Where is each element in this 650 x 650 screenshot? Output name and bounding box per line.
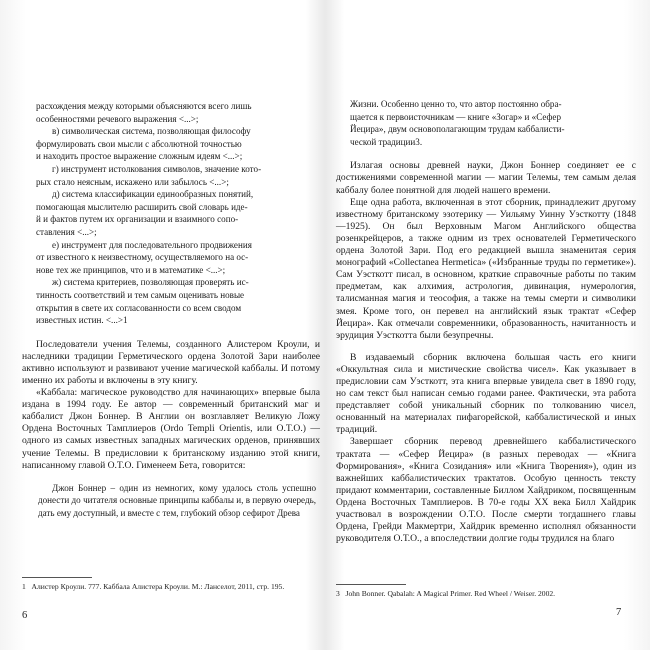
- footnote-rule: [336, 584, 406, 585]
- quote-line: тинность соответствий и тем самым оценивать новые: [36, 289, 245, 300]
- quote-paragraph: Джон Боннер – один из немногих, кому удалось столь успешно донести до читателя основные принципы каббалы и, в первую очередь, дать ему доступный, и вместе с тем, глубокий обзор сефирот Древа: [38, 482, 316, 518]
- paragraph: Еще одна работа, включенная в этот сборник, принадлежит другому известному британскому эзотерику — Уильяму Уинну Уэсткотту (1848—1925). Он был Верховным Магом Английского общества розенкрейцеров, а также одним из трех основателей Герметического ордена Золотой Зари. Под его редакцией вышла знаменитая серия монографий «Collectanea Hermetica» («Избранные труды по герметике»). Сам Уэсткотт писал, в основном, краткие справочные работы по таким предметам, как алхимия, астрология, дивинация, нумерология, талисманная магия и теософия, а также на темы смерти и символики змея. Кроме того, он перевел на английский язык трактат «Сефер Йецира». Как отмечали современники, образованность, начитанность и эрудиция Уэсткотта были безупречны.: [336, 196, 636, 341]
- quote-line: е) инструмент для последовательного продвижения: [52, 239, 252, 250]
- quote-line: ческой традиции3.: [350, 136, 423, 147]
- left-quote-top: [36, 100, 314, 327]
- quote-line: д) система классификации единообразных понятий,: [52, 189, 254, 200]
- quote-line: особенностями речевого выражения <...>;: [36, 113, 199, 124]
- page-number-right: 7: [616, 607, 622, 618]
- quote-line: открытия в свете их согласованности со всем сводом: [36, 302, 242, 313]
- quote-line: помогающая мыслителю расширить свой словарь иде-: [36, 201, 248, 212]
- right-page: [336, 98, 636, 545]
- quote-line: формулировать свои мысли с абсолютной точностью: [36, 138, 242, 149]
- footnote-number: 3: [336, 589, 340, 598]
- quote-line: ставления <...>;: [36, 226, 97, 237]
- paragraph: Излагая основы древней науки, Джон Боннер соединяет ее с достижениями современной магии — магии Телемы, тем самым делая каббалу более понятной для людей нашего времени.: [336, 160, 636, 196]
- paragraph: В издаваемый сборник включена большая часть его книги «Оккультная сила и мистические свойства чисел». Как указывает в предисловии сам Уэсткотт, эта книга впервые увидела свет в 1890 году, но сам текст был написан семью годами ранее. Фактически, эта работа представляет собой уникальный сборник по толкованию чисел, основанный на материалах пифагорейской, каббалистической и иных традиций.: [336, 351, 636, 436]
- right-body: [336, 160, 636, 545]
- quote-line: расхождения между которыми объясняются всего лишь: [36, 101, 252, 111]
- paragraph: Завершает сборник перевод древнейшего каббалистического трактата — «Сефер Йецира» (в разных переводах — «Книга Формирования», «Книга Созидания» или «Книга Творения»), один из важнейших каббалистических трактатов. Особую ценность тексту придают комментарии, составленные Биллом Хайдриком, посвященным Ордена Восточных Тамплиеров. В 70-е годы XX века Билл Хайдрик участвовал в возрождении О.Т.О. После смерти тогдашнего главы Ордена, Грейди Макмертри, Хайдрик временно исполнял обязанности руководителя О.Т.О., а впоследствии долгие годы трудился на благо: [336, 436, 636, 545]
- quote-line: й и фактов путем их организации и взаимного сопо-: [36, 214, 239, 225]
- footnote-text: John Bonner. Qabalah: A Magical Primer. Red Wheel / Weiser. 2002.: [345, 589, 556, 598]
- left-footnote: [22, 582, 312, 592]
- right-quote-top: [350, 98, 636, 148]
- quote-line: в) символическая система, позволяющая философу: [52, 126, 251, 137]
- footnote-rule: [22, 577, 92, 578]
- page-number-left: 6: [22, 610, 28, 621]
- quote-line: известных истин. <...>1: [36, 315, 128, 326]
- left-page: [22, 100, 320, 520]
- left-quote-bottom: [38, 482, 316, 520]
- paragraph: «Каббала: магическое руководство для начинающих» впервые была издана в 1994 году. Ее автор — современный британский маг и каббалист Джон Боннер. В Англии он возглавляет Великую Ложу Ордена Восточных Тамплиеров (Ordo Templi Orientis, или O.T.O.) — одного из самых известных западных магических орденов, принявших учение Телемы. В предисловии к британскому изданию этой книги, написанному главой O.T.O. Гименеем Бета, говорится:: [22, 387, 320, 471]
- quote-line: нове тех же принципов, что и в математике <...>;: [36, 264, 226, 275]
- quote-line: щается к первоисточникам — книге «Зогар» и «Сефер: [350, 111, 561, 122]
- quote-line: Йецира», двум основополагающим трудам каббалисти-: [350, 124, 565, 135]
- paragraph: Последователи учения Телемы, созданного Алистером Кроули, и наследники традиции Герметического ордена Золотой Зари наиболее активно используют и развивают учение магической каббалы. И потому именно их работы и включены в эту книгу.: [22, 338, 320, 386]
- quote-line: ж) система критериев, позволяющая проверять ис-: [52, 277, 249, 288]
- quote-line: от известного к неизвестному, осуществляемого на ос-: [36, 252, 249, 263]
- quote-line: Жизни. Особенно ценно то, что автор постоянно обра-: [350, 99, 562, 109]
- right-footnote: [336, 589, 626, 599]
- left-body: [22, 339, 320, 472]
- quote-line: рых стало неясным, искажено или забылось <...>;: [36, 176, 229, 187]
- footnote-text: Алистер Кроули. 777. Каббала Алистера Кроули. М.: Ланселот, 2011, стр. 195.: [31, 582, 285, 591]
- footnote-number: 1: [22, 582, 26, 591]
- quote-line: и находить простое выражение сложным идеям <...>;: [36, 151, 243, 162]
- quote-line: г) инструмент истолкования символов, значение кото-: [52, 163, 262, 174]
